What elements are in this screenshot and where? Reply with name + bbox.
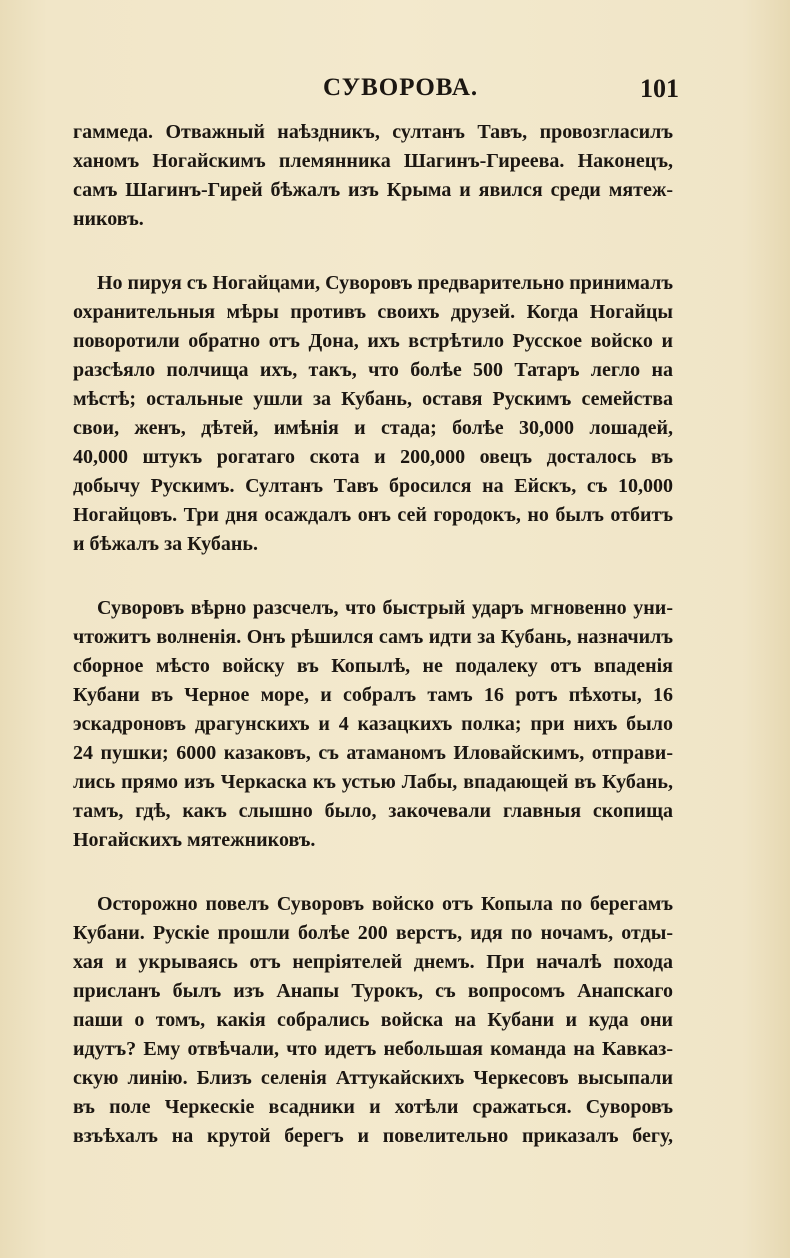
- text-line: въ поле Черкескіе всадники и хотѣли сражаться. Суворовъ: [73, 1096, 673, 1118]
- paragraph: [73, 118, 673, 234]
- text-line: чтожитъ волненія. Онъ рѣшился самъ идти за Кубань, назначилъ: [73, 626, 673, 648]
- text-line: скую линію. Близъ селенія Аттукайскихъ Черкесовъ высыпали: [73, 1067, 673, 1089]
- text-line: тамъ, гдѣ, какъ слышно было, закочевали главныя скопища: [73, 800, 673, 822]
- text-line: идутъ? Ему отвѣчали, что идетъ небольшая команда на Кавказ-: [73, 1038, 673, 1060]
- text-line: Осторожно повелъ Суворовъ войско отъ Копыла по берегамъ: [97, 893, 673, 915]
- text-line: лись прямо изъ Черкаска къ устью Лабы, впадающей въ Кубань,: [73, 771, 673, 793]
- text-line: эскадроновъ драгунскихъ и 4 казацкихъ полка; при нихъ было: [73, 713, 673, 735]
- text-line: самъ Шагинъ-Гирей бѣжалъ изъ Крыма и явился среди мятеж-: [73, 179, 673, 201]
- text-line: гаммеда. Отважный наѣздникъ, султанъ Тавъ, провозгласилъ: [73, 121, 673, 143]
- text-line: ханомъ Ногайскимъ племянника Шагинъ-Гиреева. Наконецъ,: [73, 150, 673, 172]
- text-line: добычу Рускимъ. Султанъ Тавъ бросился на Ейскъ, съ 10,000: [73, 475, 673, 497]
- text-line: хая и укрываясь отъ непріятелей днемъ. При началѣ похода: [73, 951, 673, 973]
- text-line: свои, женъ, дѣтей, имѣнія и стада; болѣе 30,000 лошадей,: [73, 417, 673, 439]
- text-line: мѣстѣ; остальные ушли за Кубань, оставя Рускимъ семейства: [73, 388, 673, 410]
- text-line: 24 пушки; 6000 казаковъ, съ атаманомъ Иловайскимъ, отправи-: [73, 742, 673, 764]
- text-line: Ногайцовъ. Три дня осаждалъ онъ сей городокъ, но былъ отбитъ: [73, 504, 673, 526]
- text-line: сборное мѣсто войску въ Копылѣ, не подалеку отъ впаденія: [73, 655, 673, 677]
- text-line: паши о томъ, какія собрались войска на Кубани и куда они: [73, 1009, 673, 1031]
- text-line: никовъ.: [73, 208, 144, 230]
- text-line: охранительныя мѣры противъ своихъ друзей. Когда Ногайцы: [73, 301, 673, 323]
- paragraph: [73, 269, 673, 559]
- text-line: Ногайскихъ мятежниковъ.: [73, 829, 316, 851]
- paragraph-gap: [73, 559, 673, 594]
- paragraph-gap: [73, 234, 673, 269]
- text-line: взъѣхалъ на крутой берегъ и повелительно приказалъ бегу,: [73, 1125, 673, 1147]
- text-line: Кубани. Рускіе прошли болѣе 200 верстъ, идя по ночамъ, отды-: [73, 922, 673, 944]
- text-line: Кубани въ Черное море, и собралъ тамъ 16 ротъ пѣхоты, 16: [73, 684, 673, 706]
- paragraph-gap: [73, 855, 673, 890]
- running-head: [0, 74, 790, 104]
- body-text: [73, 118, 673, 1151]
- running-title: СУВОРОВА.: [323, 74, 479, 101]
- text-line: разсѣяло полчища ихъ, такъ, что болѣе 500 Татаръ легло на: [73, 359, 673, 381]
- text-line: 40,000 штукъ рогатаго скота и 200,000 овецъ досталось въ: [73, 446, 673, 468]
- text-line: поворотили обратно отъ Дона, ихъ встрѣтило Русское войско и: [73, 330, 673, 352]
- text-line: и бѣжалъ за Кубань.: [73, 533, 258, 555]
- paragraph: [73, 594, 673, 855]
- text-line: Но пируя съ Ногайцами, Суворовъ предварительно принималъ: [97, 272, 673, 294]
- text-line: присланъ былъ изъ Анапы Турокъ, съ вопросомъ Анапскаго: [73, 980, 673, 1002]
- page-number: 101: [640, 74, 679, 103]
- text-line: Суворовъ вѣрно разсчелъ, что быстрый ударъ мгновенно уни-: [97, 597, 673, 619]
- paragraph: [73, 890, 673, 1151]
